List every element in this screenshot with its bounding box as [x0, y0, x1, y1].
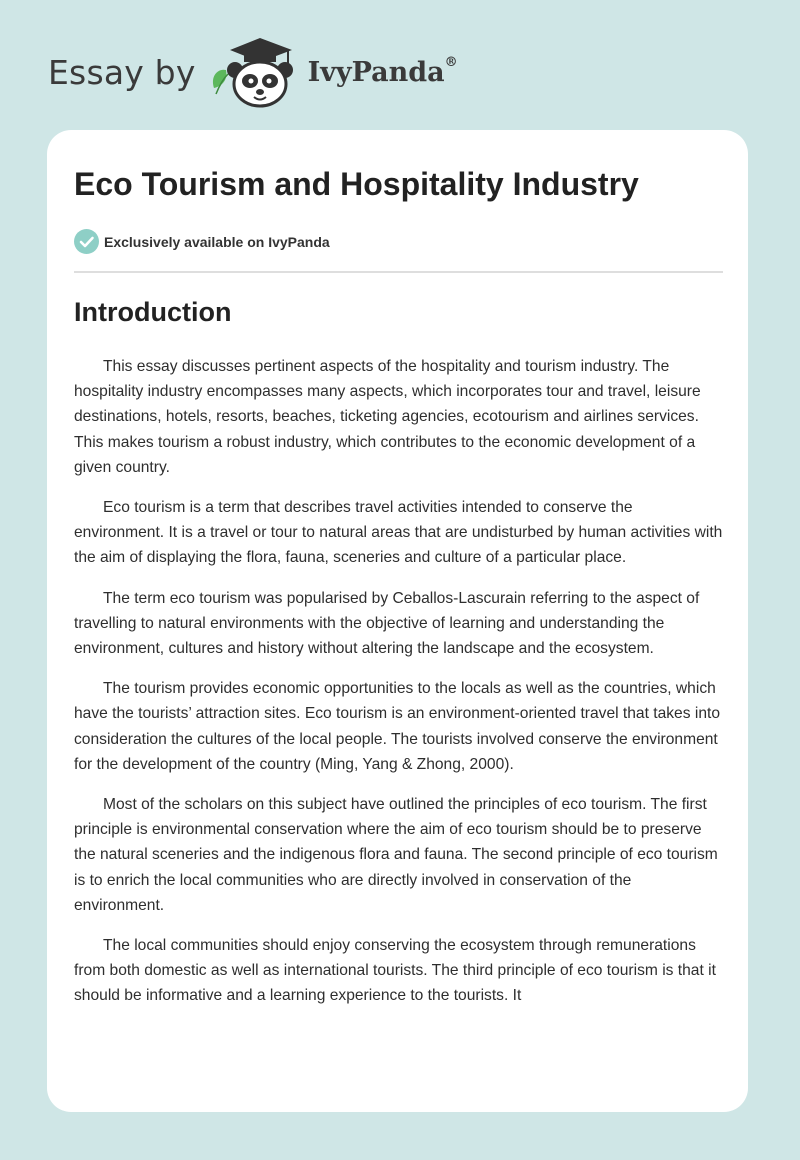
essay-by-label: Essay by: [48, 52, 196, 92]
essay-card: [47, 130, 748, 1112]
brand-name-text: IvyPanda: [307, 56, 445, 88]
divider: [74, 271, 723, 273]
panda-logo-icon[interactable]: [208, 36, 304, 108]
essay-title: Eco Tourism and Hospitality Industry: [74, 166, 639, 202]
check-icon: [74, 229, 99, 254]
exclusive-badge-text: Exclusively available on IvyPanda: [104, 233, 330, 250]
registered-mark: ®: [444, 54, 458, 70]
paragraph: The local communities should enjoy conserving the ecosystem through remunerations from both domestic as well as international tourists. The third principle of eco tourism is that it should be informative and a learning experience to the tourists. It: [74, 937, 716, 1005]
section-heading: Introduction: [74, 297, 232, 327]
paragraph: The term eco tourism was popularised by Ceballos-Lascurain referring to the aspect of travelling to natural environments with the objective of learning and understanding the environment, cultures and history without altering the landscape and the ecosystem.: [74, 589, 700, 658]
paragraph: The tourism provides economic opportunities to the locals as well as the countries, which have the tourists’ attraction sites. Eco tourism is an environment-oriented travel that takes into consideration the cultures of the local people. The tourists involved conserve the environment for the development of the country (Ming, Yang & Zhong, 2000).: [74, 680, 721, 773]
site-header: [48, 36, 458, 108]
exclusive-badge: [74, 229, 722, 254]
paragraph: Eco tourism is a term that describes travel activities intended to conserve the environment. It is a travel or tour to natural areas that are undisturbed by human activities with the aim of displaying the flora, fauna, sceneries and culture of a particular place.: [74, 499, 723, 567]
brand-name[interactable]: [307, 54, 458, 88]
paragraph: This essay discusses pertinent aspects of the hospitality and tourism industry. The hospitality industry encompasses many aspects, which incorporates tour and travel, leisure destinations, hotels, resorts, beaches, ticketing agencies, ecotourism and airlines services. This makes tourism a robust industry, which contributes to the economic development of a given country.: [74, 358, 701, 476]
paragraph: Most of the scholars on this subject have outlined the principles of eco tourism. The first principle is environmental conservation where the aim of eco tourism should be to preserve the natural sceneries and the indigenous flora and fauna. The second principle of eco tourism is to enrich the local communities who are directly involved in conservation of the environment.: [74, 796, 718, 914]
